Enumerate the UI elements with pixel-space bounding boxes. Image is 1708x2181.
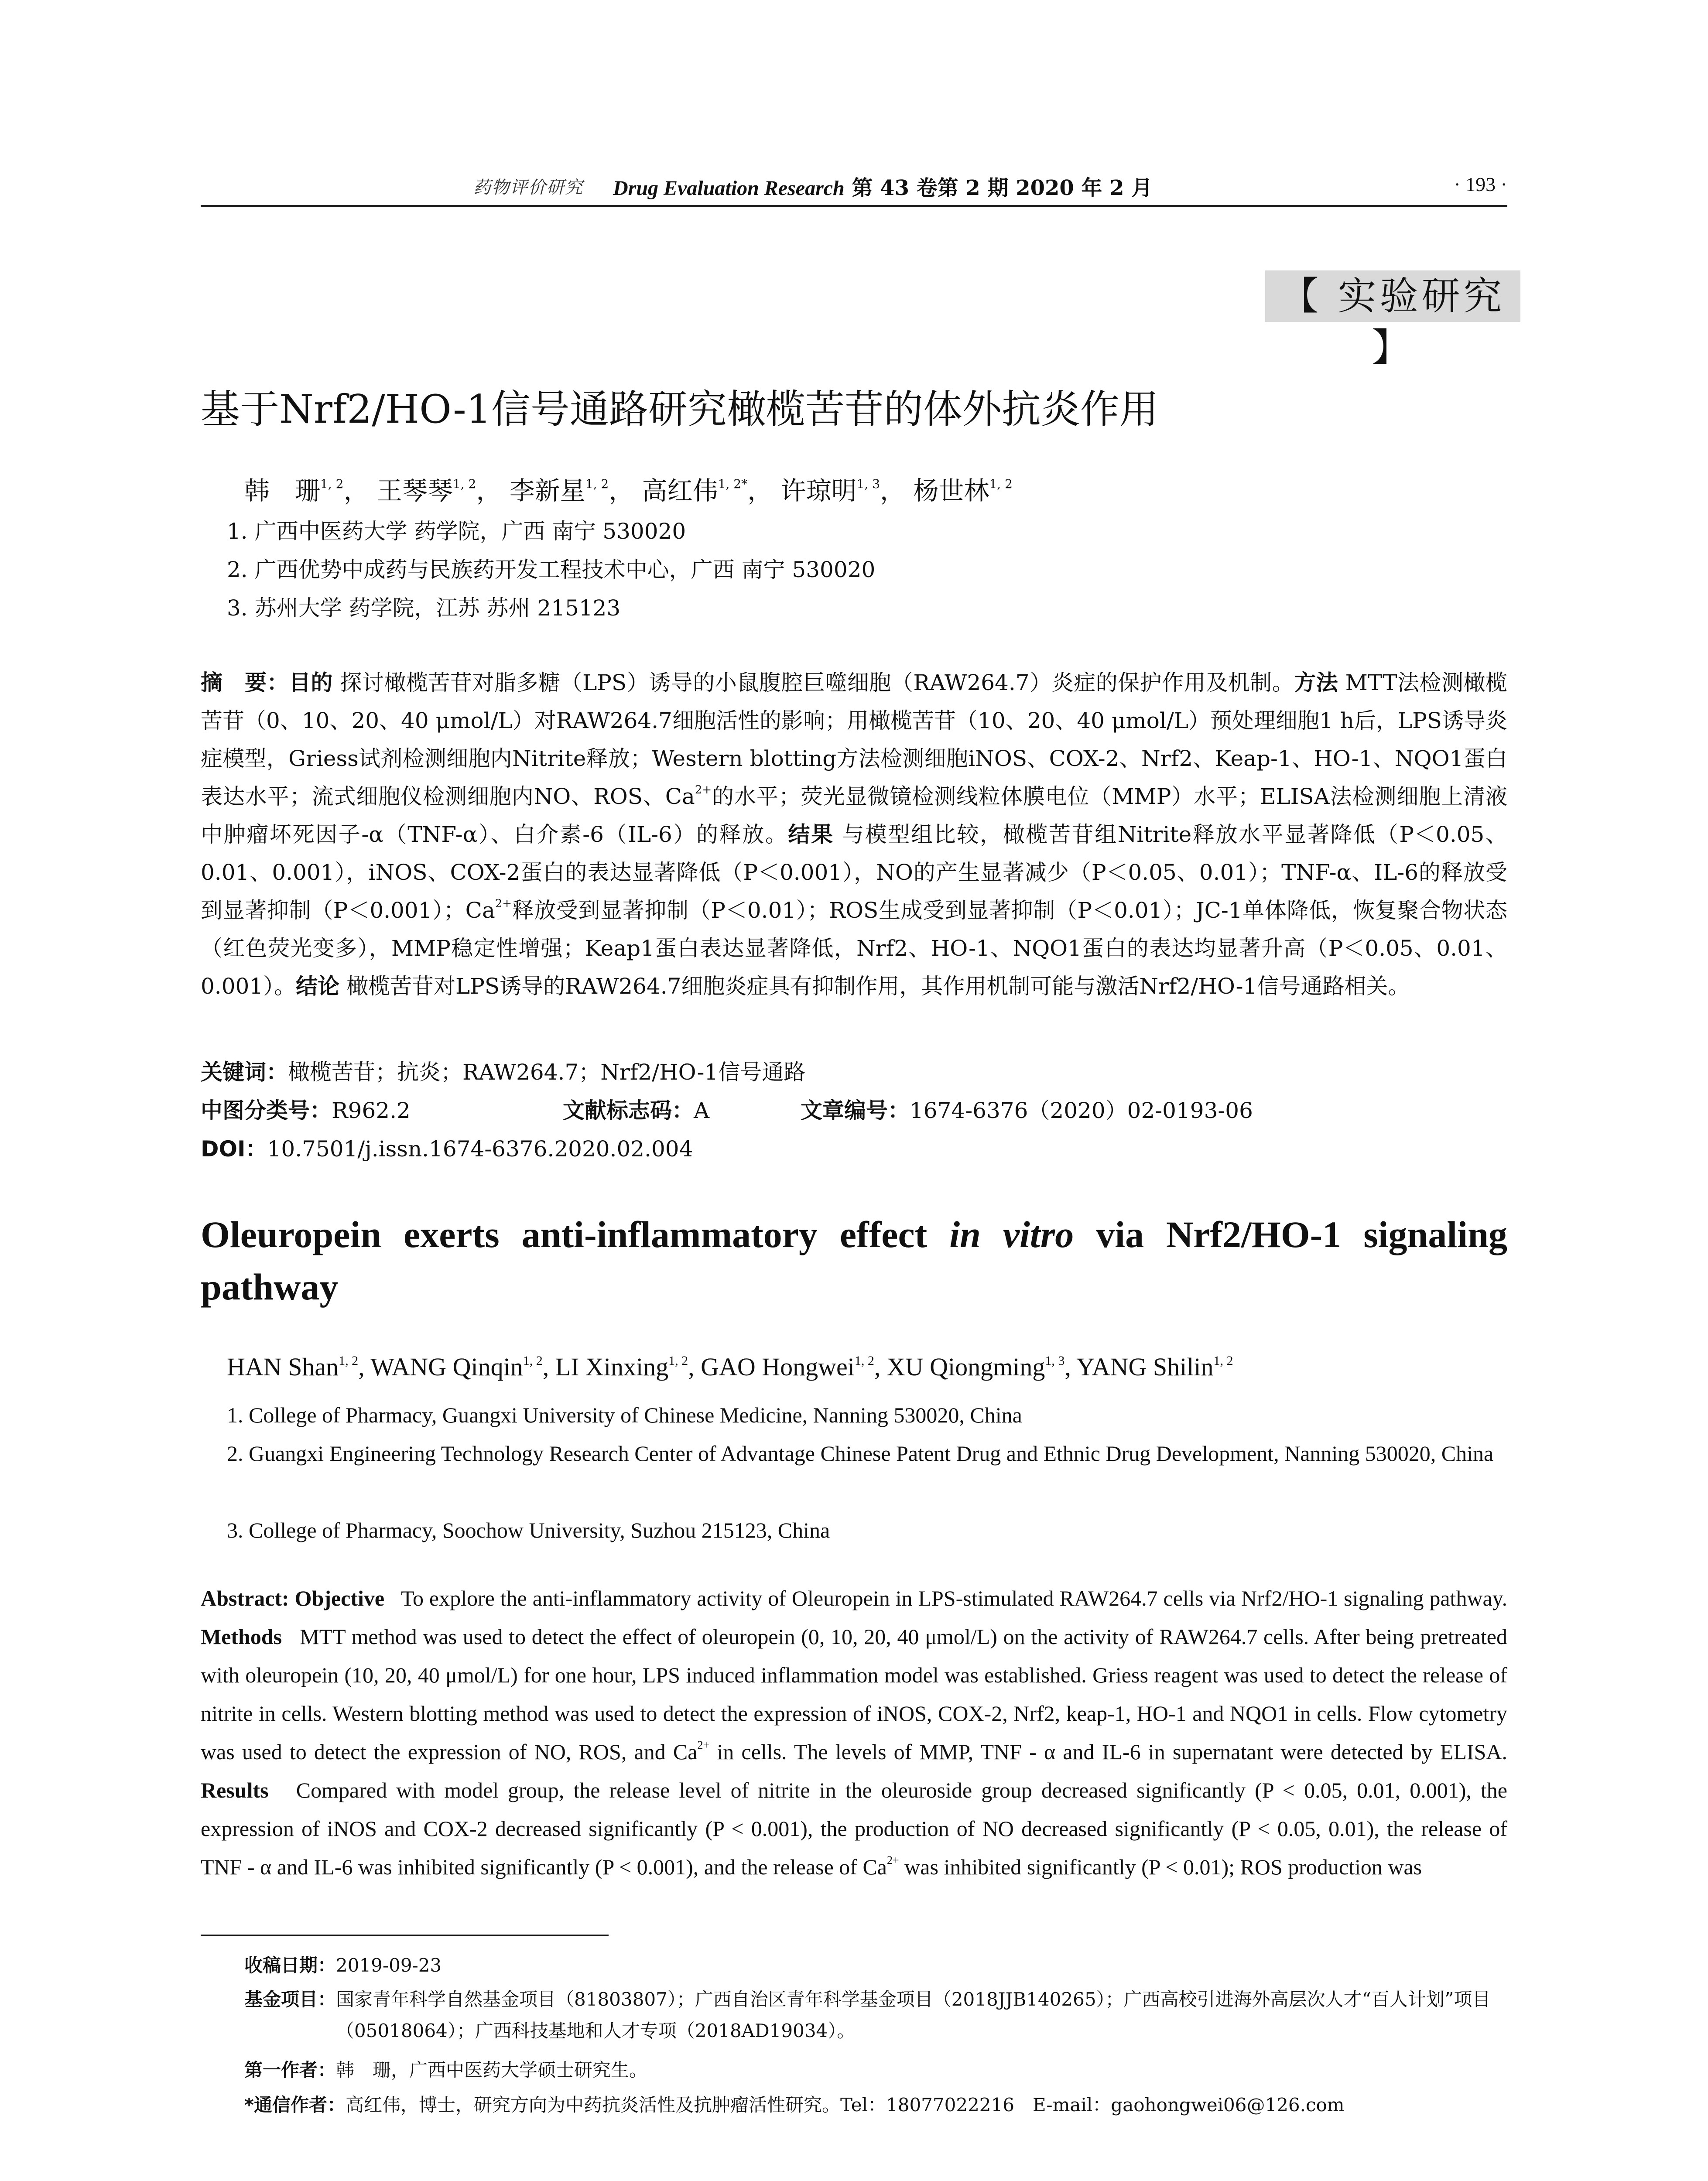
cn-keywords-text: 橄榄苦苷；抗炎；RAW264.7；Nrf2/HO-1信号通路 xyxy=(288,1060,806,1085)
footnote-first-author xyxy=(244,2055,1507,2086)
cn-author-sup: 1, 3 xyxy=(856,477,880,491)
journal-logo: 药物评价研究 xyxy=(473,178,583,198)
cn-clc-value: R962.2 xyxy=(332,1098,411,1123)
en-abstract-label: Abstract: xyxy=(201,1586,289,1610)
cn-doi-value: 10.7501/j.issn.1674-6376.2020.02.004 xyxy=(267,1136,693,1162)
en-author: GAO Hongwei xyxy=(701,1353,855,1381)
en-title-part: Oleuropein exerts anti-inflammatory effect xyxy=(201,1214,950,1255)
cn-author-sup: 1, 2 xyxy=(585,477,609,491)
fund-label: 基金项目： xyxy=(244,1989,336,2010)
cn-author: 王琴琴 xyxy=(377,476,453,506)
cn-conclusion-text: 橄榄苦苷对LPS诱导的RAW264.7细胞炎症具有抑制作用，其作用机制可能与激活Nrf2/HO-1信号通路相关。 xyxy=(346,974,1410,999)
page-number: · 193 · xyxy=(1454,173,1507,195)
corr-value: 高红伟，博士，研究方向为中药抗炎活性及抗肿瘤活性研究。Tel：18077022216 E-mail：gaohongwei06@126.com xyxy=(345,2094,1345,2116)
cn-objective-label: 目的 xyxy=(289,670,333,695)
first-author-label: 第一作者： xyxy=(244,2059,336,2081)
cn-results-label: 结果 xyxy=(788,822,834,847)
cn-results-text: 与模型组比较，橄榄苦苷组Nitrite释放水平显著降低（P＜0.05、0.01、0.001），iNOS、COX-2蛋白的表达显著降低（P＜0.001），NO的产生显著减少（P＜0.05、0.01）；TNF-α、IL-6的释放受到显著抑制（P＜0.001）；Ca xyxy=(201,822,1507,923)
footnote-correspondence xyxy=(244,2089,1507,2121)
en-title-italic: in vitro xyxy=(949,1214,1074,1255)
cn-keywords xyxy=(201,1055,805,1086)
section-tag: 【 实验研究 】 xyxy=(1265,270,1520,322)
cn-affiliation: 2. 广西优势中成药与民族药开发工程技术中心，广西 南宁 530020 xyxy=(227,557,876,582)
en-results-text: Compared with model group, the release level of nitrite in the oleuroside group decreased significantly (P < 0.05, 0.01, 0.001), the expression of iNOS and COX-2 decreased significantly (P < 0.001), the production of NO decreased significantly (P < 0.05, 0.01), the release of TNF - α and IL-6 was inhibited significantly (P < 0.001), and the release of Ca xyxy=(201,1778,1508,1879)
en-results-label: Results xyxy=(201,1778,269,1802)
cn-author: 韩 珊 xyxy=(244,476,321,506)
cn-conclusion-label: 结论 xyxy=(296,974,340,999)
journal-header xyxy=(613,171,1152,201)
en-author: XU Qiongming xyxy=(887,1353,1045,1381)
cn-methods-text-cont: 的水平；荧光显微镜检测线粒体膜电位（MMP）水平；ELISA法检测细胞上清液中肿瘤坏死因子-α（TNF-α）、白介素-6（IL-6）的释放。 xyxy=(201,784,1507,847)
cn-author: 许琼明 xyxy=(780,476,857,506)
en-results-text-cont: was inhibited significantly (P < 0.01); ROS production was xyxy=(899,1855,1422,1879)
journal-name: Drug Evaluation Research xyxy=(613,177,845,200)
cn-author-sup: 1, 2 xyxy=(452,477,476,491)
first-author-value: 韩 珊，广西中医药大学硕士研究生。 xyxy=(336,2059,648,2081)
cn-article-no-value: 1674-6376（2020）02-0193-06 xyxy=(910,1098,1253,1123)
en-author-sup: 1, 2 xyxy=(523,1354,543,1368)
cn-author: 杨世林 xyxy=(913,476,989,506)
cn-doi-label: DOI： xyxy=(201,1136,267,1162)
cn-keywords-label: 关键词： xyxy=(201,1060,288,1085)
cn-author: 李新星 xyxy=(509,476,585,506)
cn-affiliation: 3. 苏州大学 药学院，江苏 苏州 215123 xyxy=(227,595,621,621)
footnote-received xyxy=(244,1950,1507,1981)
cn-doc-code-label: 文献标志码： xyxy=(563,1098,694,1123)
cn-author-sup: 1, 2 xyxy=(989,477,1013,491)
header-rule xyxy=(201,205,1507,207)
cn-objective-text: 探讨橄榄苦苷对脂多糖（LPS）诱导的小鼠腹腔巨噬细胞（RAW264.7）炎症的保护作用及机制。 xyxy=(340,670,1294,695)
en-title xyxy=(201,1208,1507,1313)
cn-results-sup: 2+ xyxy=(495,897,512,910)
cn-author-sup: 1, 2 xyxy=(320,477,344,491)
cn-doc-code-value: A xyxy=(694,1098,710,1123)
en-abstract xyxy=(201,1579,1507,1886)
en-results-sup: 2+ xyxy=(887,1854,899,1866)
cn-results-text-cont: 释放受到显著抑制（P＜0.01）；ROS生成受到显著抑制（P＜0.01）；JC-1单体降低，恢复聚合物状态（红色荧光变多），MMP稳定性增强；Keap1蛋白表达显著降低，Nrf2、HO-1、NQO1蛋白的表达均显著升高（P＜0.05、0.01、0.001）。 xyxy=(201,898,1507,999)
en-affiliation: 1. College of Pharmacy, Guangxi University of Chinese Medicine, Nanning 530020, China xyxy=(227,1403,1022,1427)
en-objective-label: Objective xyxy=(294,1586,385,1610)
en-affiliation: 3. College of Pharmacy, Soochow University, Suzhou 215123, China xyxy=(227,1518,830,1542)
en-author: HAN Shan xyxy=(227,1353,339,1381)
en-author-sup: 1, 2 xyxy=(1213,1354,1233,1368)
en-author: WANG Qinqin xyxy=(370,1353,523,1381)
en-author-sup: 1, 2 xyxy=(339,1354,359,1368)
en-author-sup: 1, 3 xyxy=(1045,1354,1065,1368)
en-author-sup: 1, 2 xyxy=(854,1354,874,1368)
cn-authors: 韩 珊$^{1, 2}$， 王琴琴$^{1, 2}$， 李新星$^{1, 2}$， 高红伟$^{1, 2*}$， 许琼明$^{1, 3}$， 杨世林$^{1, 2}$ xyxy=(244,476,1013,506)
en-title-part: via Nrf2/HO-1 signaling pathway xyxy=(201,1214,1507,1308)
cn-methods-label: 方法 xyxy=(1294,670,1338,695)
cn-methods-text: MTT法检测橄榄苦苷（0、10、20、40 μmol/L）对RAW264.7细胞活性的影响；用橄榄苦苷（10、20、40 μmol/L）预处理细胞1 h后，LPS诱导炎症模型，Griess试剂检测细胞内Nitrite释放；Western blotting方法检测细胞iNOS、COX-2、Nrf2、Keap-1、HO-1、NQO1蛋白表达水平；流式细胞仪检测细胞内NO、ROS、Ca xyxy=(201,670,1508,809)
received-label: 收稿日期： xyxy=(244,1955,336,1976)
cn-abstract xyxy=(201,664,1507,1005)
cn-clc-label: 中图分类号： xyxy=(201,1098,332,1123)
journal-issue: 第 43 卷第 2 期 2020 年 2 月 xyxy=(852,176,1153,200)
cn-title: 基于Nrf2/HO-1信号通路研究橄榄苦苷的体外抗炎作用 xyxy=(201,386,1159,432)
en-author: YANG Shilin xyxy=(1076,1353,1214,1381)
en-affiliation: 2. Guangxi Engineering Technology Research Center of Advantage Chinese Patent Drug and Ethnic Drug Development, Nanning 530020, China xyxy=(227,1441,1494,1466)
cn-author-sup: 1, 2* xyxy=(718,477,748,491)
cn-clc xyxy=(201,1093,411,1125)
en-author-sup: 1, 2 xyxy=(668,1354,688,1368)
footnote-fund xyxy=(244,1984,1507,2047)
received-value: 2019-09-23 xyxy=(336,1955,442,1976)
cn-article-no-label: 文章编号： xyxy=(801,1098,910,1123)
cn-doi xyxy=(201,1132,693,1163)
cn-abstract-label: 摘 要： xyxy=(201,670,289,695)
en-methods-sup: 2+ xyxy=(697,1739,710,1751)
cn-author: 高红伟 xyxy=(642,476,718,506)
fund-value: 国家青年科学自然基金项目（81803807）；广西自治区青年科学基金项目（2018JJB140265）；广西高校引进海外高层次人才“百人计划”项目（05018064）；广西科技基地和人才专项（2018AD19034）。 xyxy=(336,1989,1491,2041)
corr-label: *通信作者： xyxy=(244,2094,346,2116)
cn-methods-sup: 2+ xyxy=(695,783,712,797)
en-objective-text: To explore the anti-inflammatory activity of Oleuropein in LPS-stimulated RAW264.7 cells via Nrf2/HO-1 signaling pathway. xyxy=(400,1586,1507,1610)
en-methods-text: MTT method was used to detect the effect of oleuropein (0, 10, 20, 40 μmol/L) on the activity of RAW264.7 cells. After being pretreated with oleuropein (10, 20, 40 μmol/L) for one hour, LPS induced inflammation model was established. Griess reagent was used to detect the release of nitrite in cells. Western blotting method was used to detect the expression of iNOS, COX-2, Nrf2, keap-1, HO-1 and NQO1 in cells. Flow cytometry was used to detect the expression of NO, ROS, and Ca xyxy=(201,1624,1508,1764)
footnote-rule xyxy=(201,1935,609,1936)
en-author: LI Xinxing xyxy=(555,1353,669,1381)
en-authors: HAN Shan$^{1, 2}$, WANG Qinqin$^{1, 2}$, LI Xinxing$^{1, 2}$, GAO Hongwei$^{1, 2}$, XU Qiongming$^{1, 3}$, YANG Shilin$^{1, 2}$ xyxy=(227,1353,1233,1381)
cn-doc-code xyxy=(563,1093,709,1125)
en-methods-label: Methods xyxy=(201,1624,282,1649)
en-methods-text-cont: in cells. The levels of MMP, TNF - α and IL-6 in supernatant were detected by ELISA. xyxy=(709,1740,1507,1764)
cn-article-no xyxy=(801,1093,1253,1125)
cn-affiliation: 1. 广西中医药大学 药学院，广西 南宁 530020 xyxy=(227,519,686,544)
